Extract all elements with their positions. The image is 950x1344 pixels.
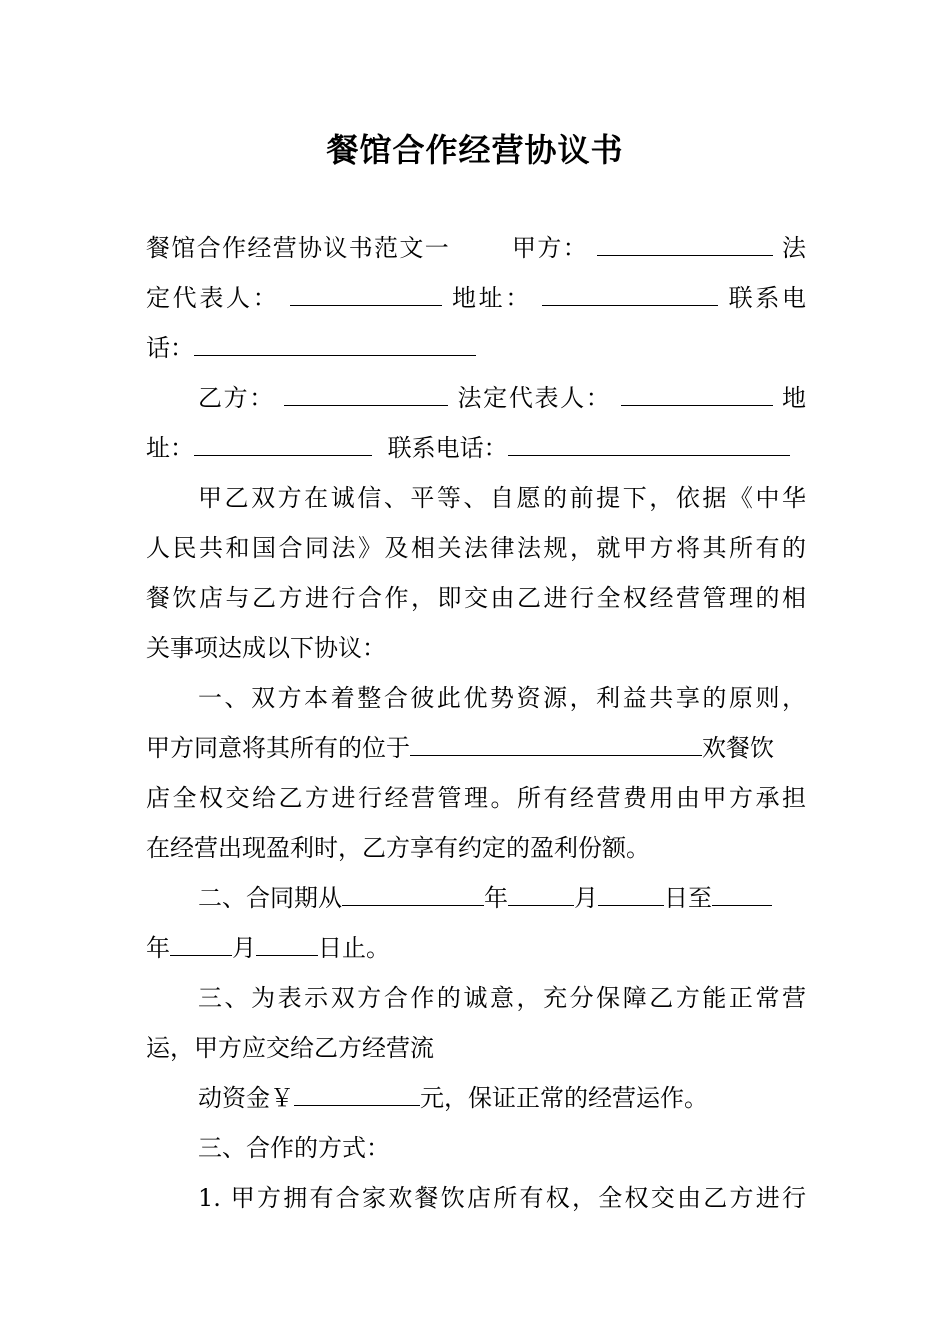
clause-2-end-month-blank	[170, 933, 232, 956]
document-title: 餐馆合作经营协议书	[326, 131, 624, 169]
clause-2-year-label: 年	[484, 884, 508, 912]
party-b-legal-rep-blank	[621, 383, 773, 406]
party-b-phone-label: 联系电话：	[387, 434, 508, 462]
clause-1-line-3: 店全权交给乙方进行经营管理。所有经营费用由甲方承担	[146, 784, 806, 812]
clause-3-line-2: 运，甲方应交给乙方经营流	[146, 1034, 434, 1062]
preamble-line-2: 人民共和国合同法》及相关法律法规，就甲方将其所有的	[146, 534, 806, 562]
clause-2-day-to-label: 日至	[664, 884, 712, 912]
clause-1-line-4: 在经营出现盈利时，乙方享有约定的盈利份额。	[146, 834, 650, 862]
clause-2-start-month-blank	[508, 883, 574, 906]
party-a-phone-label-part1: 联系电	[728, 284, 806, 312]
preamble-line-1: 甲乙双方在诚信、平等、自愿的前提下，依据《中华	[198, 484, 806, 512]
clause-1-location-suffix: 欢餐饮	[702, 734, 774, 762]
legal-rep-label-part2: 定代表人：	[146, 284, 280, 312]
party-b-address-label-part2: 址：	[146, 434, 194, 462]
clause-2-end-year-label: 年	[146, 934, 170, 962]
party-a-address-label: 地址：	[452, 284, 533, 312]
party-b-phone-blank	[508, 433, 790, 456]
clause-2-end-prefix-blank	[712, 883, 772, 906]
clause-3-line-1: 三、为表示双方合作的诚意，充分保障乙方能正常营	[198, 984, 806, 1012]
clause-2-line-1	[198, 882, 806, 914]
clause-2-end-month-label: 月	[232, 934, 256, 962]
party-b-address-blank	[194, 433, 372, 456]
clause-1-location-prefix: 甲方同意将其所有的位于	[146, 734, 410, 762]
party-a-legal-rep-blank	[290, 283, 442, 306]
legal-rep-label-part1: 法	[781, 234, 806, 262]
clause-2-start-day-blank	[598, 883, 664, 906]
party-b-label: 乙方：	[198, 384, 275, 412]
clause-1-location-blank	[410, 733, 702, 756]
preamble-line-4: 关事项达成以下协议：	[146, 634, 386, 662]
intro-text: 餐馆合作经营协议书范文一	[146, 234, 451, 262]
clause-2-end-day-blank	[256, 933, 318, 956]
clause-3-fund-blank	[294, 1083, 420, 1106]
clause-2-prefix: 二、合同期从	[198, 884, 342, 912]
clause-2-start-year-blank	[342, 883, 484, 906]
clause-4-item-1: 1. 甲方拥有合家欢餐饮店所有权，全权交由乙方进行	[198, 1184, 806, 1212]
party-a-line-1	[146, 232, 806, 264]
party-a-line-3	[146, 332, 806, 364]
clause-3-line-3	[198, 1082, 806, 1114]
clause-3-fund-prefix: 动资金￥	[198, 1084, 294, 1112]
clause-2-day-end-label: 日止。	[318, 934, 390, 962]
clause-3-fund-suffix: 元，保证正常的经营运作。	[420, 1084, 708, 1112]
party-a-address-blank	[542, 283, 718, 306]
clause-4-heading: 三、合作的方式：	[198, 1134, 390, 1162]
party-a-phone-blank	[194, 333, 476, 356]
party-b-blank	[284, 383, 448, 406]
clause-1-line-2	[146, 732, 806, 764]
clause-1-line-1: 一、双方本着整合彼此优势资源，利益共享的原则，	[198, 684, 806, 712]
clause-2-month-label: 月	[574, 884, 598, 912]
party-a-label: 甲方：	[512, 234, 589, 262]
party-a-line-2	[146, 282, 806, 314]
party-b-line-2	[146, 432, 806, 464]
party-b-legal-rep-label: 法定代表人：	[457, 384, 612, 412]
party-a-blank	[597, 233, 773, 256]
party-a-phone-label-part2: 话：	[146, 334, 194, 362]
preamble-line-3: 餐饮店与乙方进行合作，即交由乙进行全权经营管理的相	[146, 584, 806, 612]
party-b-line-1	[198, 382, 806, 414]
clause-2-line-2	[146, 932, 806, 964]
party-b-address-label-part1: 地	[781, 384, 806, 412]
